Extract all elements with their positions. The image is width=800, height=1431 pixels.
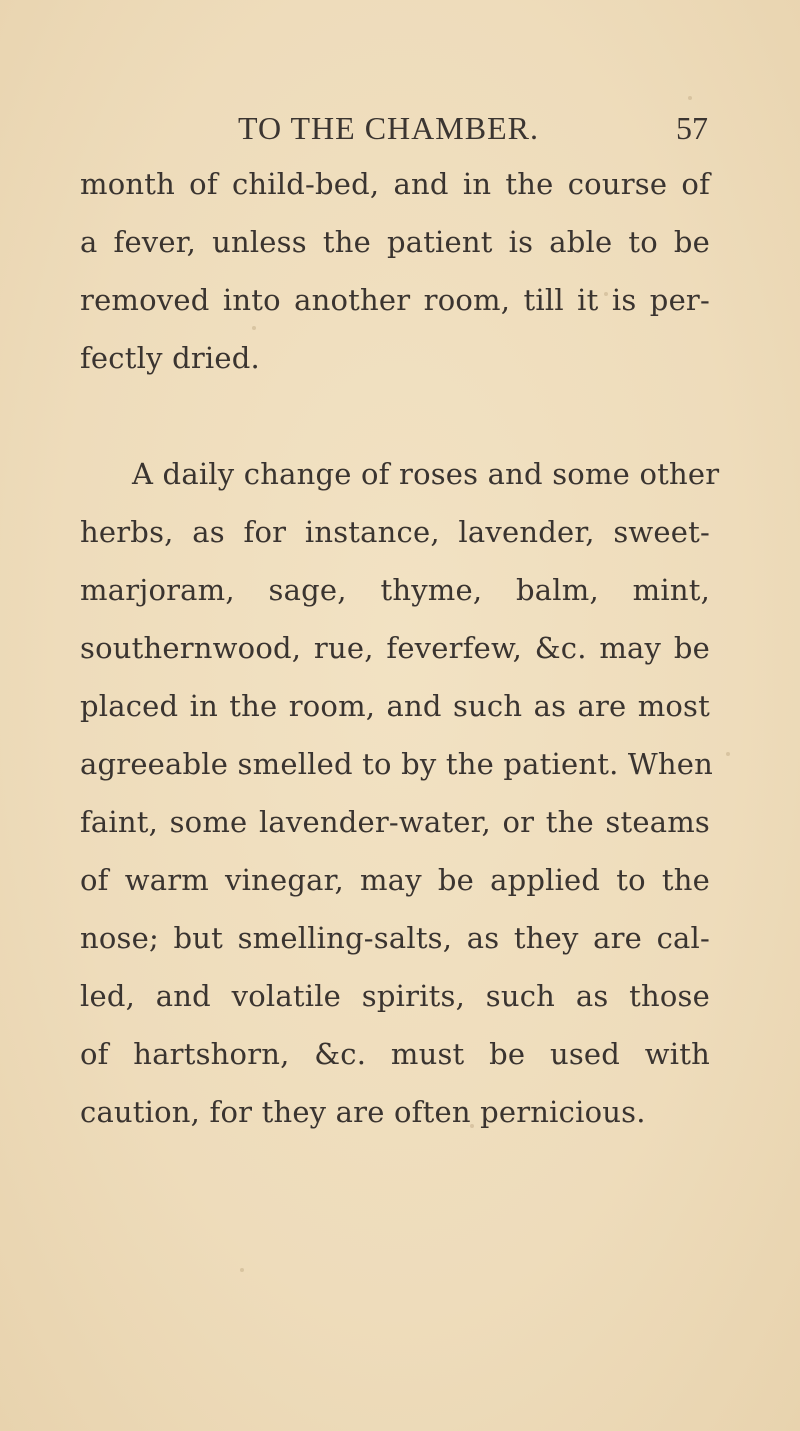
paper-speck: [726, 752, 730, 756]
text-line: faint, some lavender-water, or the steams: [80, 805, 710, 839]
paper-speck: [240, 1268, 244, 1272]
chapter-title: TO THE CHAMBER.: [238, 110, 539, 146]
text-line: southernwood, rue, feverfew, &c. may be: [80, 631, 710, 665]
text-line: nose; but smelling-salts, as they are cal-: [80, 921, 710, 955]
text-line: removed into another room, till it is per-: [80, 283, 710, 317]
text-line: a fever, unless the patient is able to be: [80, 225, 710, 259]
paragraph-gap: [80, 387, 710, 445]
text-line: month of child-bed, and in the course of: [80, 167, 710, 201]
paper-speck: [688, 96, 692, 100]
paragraph: [80, 155, 710, 387]
page-number: 57: [676, 110, 708, 146]
text-line: herbs, as for instance, lavender, sweet-: [80, 515, 710, 549]
body-text: [80, 155, 720, 1141]
text-line: agreeable smelled to by the patient. When: [80, 747, 714, 781]
text-line: led, and volatile spirits, such as those: [80, 979, 710, 1013]
text-line: A daily change of roses and some other: [132, 457, 720, 491]
text-line: of warm vinegar, may be applied to the: [80, 863, 710, 897]
text-line: placed in the room, and such as are most: [80, 689, 710, 723]
text-line: caution, for they are often pernicious.: [80, 1095, 646, 1129]
paragraph: [80, 445, 720, 1141]
running-head: [0, 110, 800, 150]
text-line: fectly dried.: [80, 341, 260, 375]
text-line: of hartshorn, &c. must be used with: [80, 1037, 710, 1071]
text-line: marjoram, sage, thyme, balm, mint,: [80, 573, 710, 607]
